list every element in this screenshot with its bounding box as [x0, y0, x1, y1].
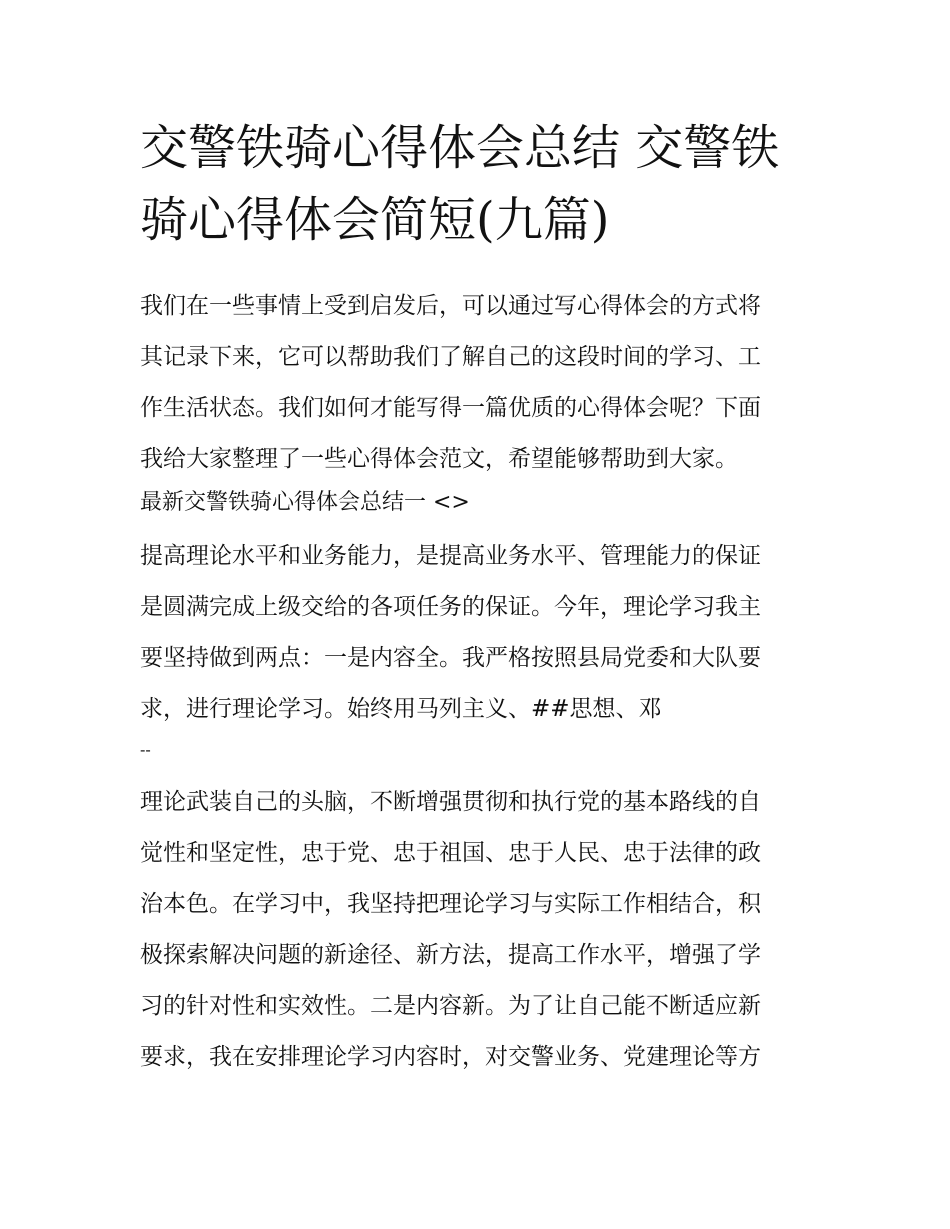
text-line: 极探索解决问题的新途径、新方法，提高工作水平，增强了学: [140, 942, 761, 968]
title-line: 交警铁骑心得体会总结 交警铁: [140, 120, 780, 176]
section-heading: 最新交警铁骑心得体会总结一 <>: [140, 490, 470, 515]
body-paragraph-1: [140, 531, 820, 735]
text-line: 其记录下来，它可以帮助我们了解自己的这段时间的学习、工: [140, 344, 761, 370]
text-line: 求，进行理论学习。始终用马列主义、##思想、邓: [140, 696, 662, 722]
title-line: 骑心得体会简短(九篇): [140, 192, 610, 248]
page-separator: --: [140, 740, 151, 759]
intro-paragraph: [140, 281, 820, 485]
body-paragraph-2: [140, 777, 820, 1083]
document-title: [140, 112, 820, 256]
text-line: 要坚持做到两点：一是内容全。我严格按照县局党委和大队要: [140, 645, 761, 671]
text-line: 提高理论水平和业务能力，是提高业务水平、管理能力的保证: [140, 543, 761, 569]
text-line: 要求，我在安排理论学习内容时，对交警业务、党建理论等方: [140, 1044, 761, 1070]
text-line: 我们在一些事情上受到启发后，可以通过写心得体会的方式将: [140, 293, 761, 319]
text-line: 觉性和坚定性，忠于党、忠于祖国、忠于人民、忠于法律的政: [140, 840, 761, 866]
text-line: 理论武装自己的头脑，不断增强贯彻和执行党的基本路线的自: [140, 789, 761, 815]
text-line: 习的针对性和实效性。二是内容新。为了让自己能不断适应新: [140, 993, 761, 1019]
text-line: 是圆满完成上级交给的各项任务的保证。今年，理论学习我主: [140, 594, 761, 620]
text-line: 我给大家整理了一些心得体会范文，希望能够帮助到大家。: [140, 446, 738, 472]
text-line: 作生活状态。我们如何才能写得一篇优质的心得体会呢？下面: [140, 395, 761, 421]
text-line: 治本色。在学习中，我坚持把理论学习与实际工作相结合，积: [140, 891, 761, 917]
